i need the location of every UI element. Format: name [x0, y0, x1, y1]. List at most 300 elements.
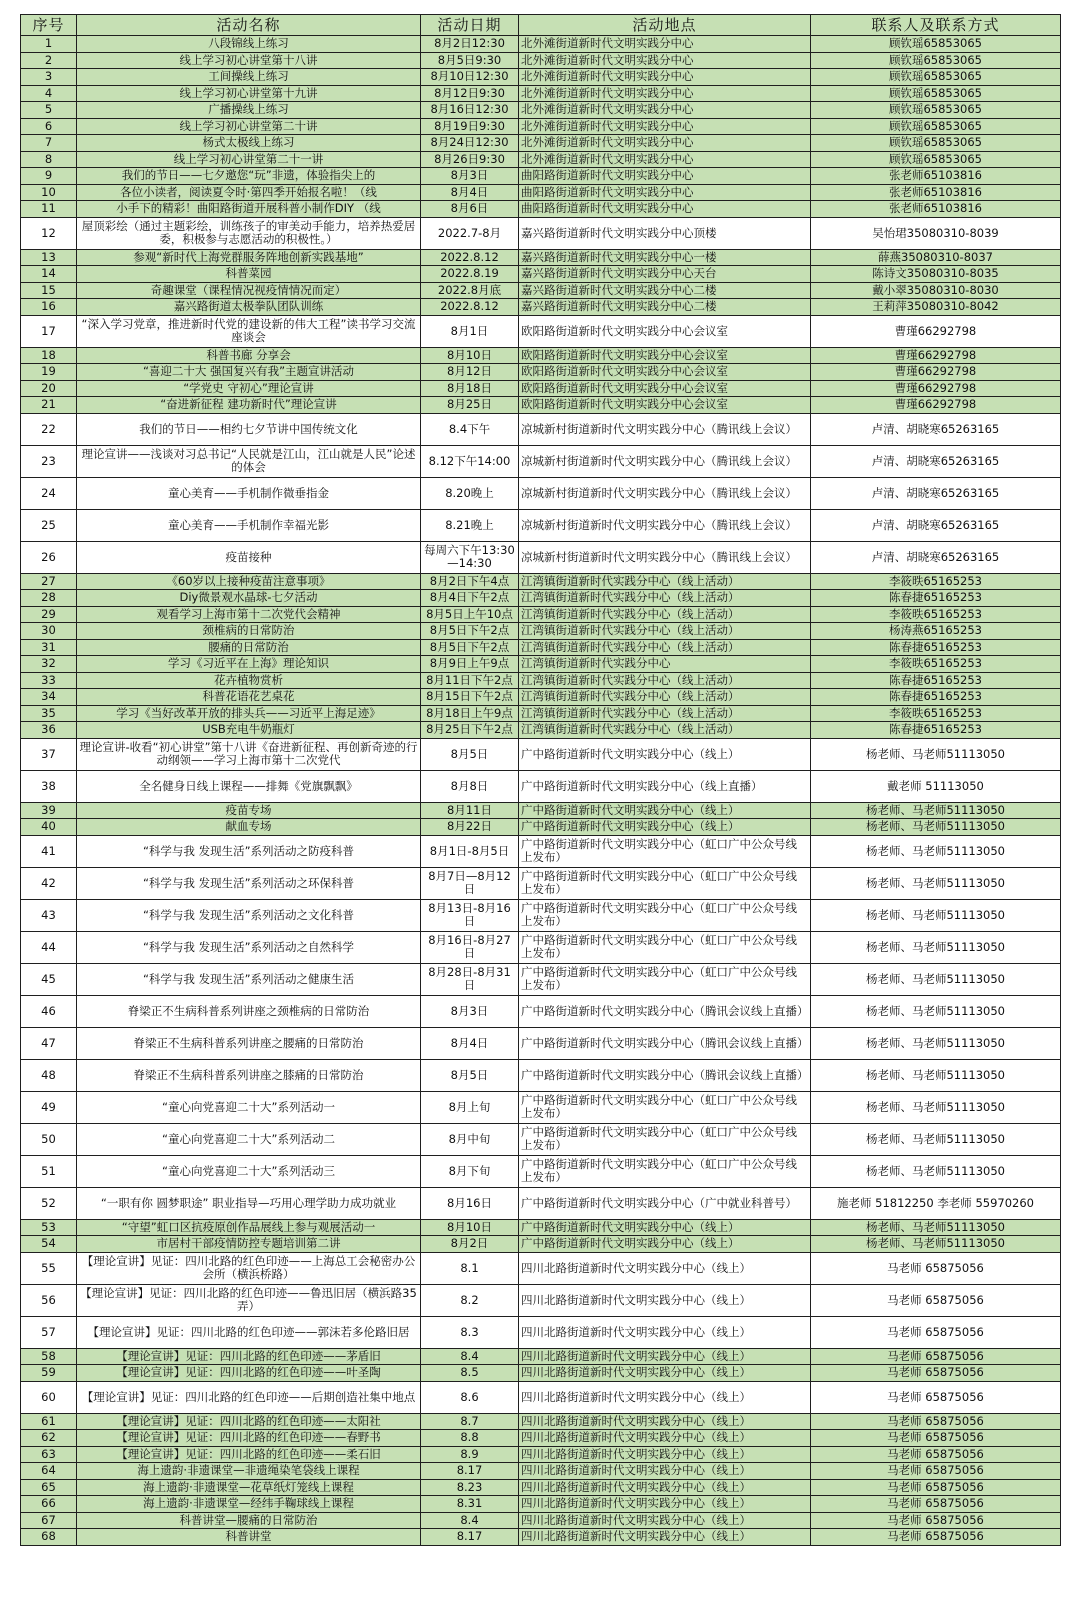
cell-contact: 顾钦瑶65853065: [811, 151, 1061, 168]
cell-date: 8月10日12:30: [421, 69, 519, 86]
cell-date: 8月4日: [421, 1027, 519, 1059]
cell-activity-name: “守望”虹口区抗疫原创作品展线上参与观展活动一: [77, 1219, 421, 1236]
cell-activity-name: 学习《当好改革开放的排头兵——习近平上海足迹》: [77, 705, 421, 722]
cell-location: 广中路街道新时代文明实践分中心（线上）: [519, 819, 811, 836]
cell-activity-name: 科普书廊 分享会: [77, 347, 421, 364]
cell-date: 8.5: [421, 1365, 519, 1382]
table-row: [21, 995, 1061, 1027]
table-row: [21, 899, 1061, 931]
table-row: [21, 102, 1061, 119]
table-row: [21, 168, 1061, 185]
cell-no: 8: [21, 151, 77, 168]
cell-location: 广中路街道新时代文明实践分中心（虹口广中公众号线上发布）: [519, 1155, 811, 1187]
cell-no: 1: [21, 36, 77, 53]
cell-date: 8.31: [421, 1496, 519, 1513]
cell-no: 53: [21, 1219, 77, 1236]
cell-no: 45: [21, 963, 77, 995]
cell-date: 8月8日: [421, 770, 519, 802]
cell-no: 59: [21, 1365, 77, 1382]
cell-contact: 李筱昳65165253: [811, 606, 1061, 623]
cell-date: 8月1日-8月5日: [421, 835, 519, 867]
cell-date: 8.9: [421, 1446, 519, 1463]
cell-location: 广中路街道新时代文明实践分中心（腾讯会议线上直播）: [519, 1027, 811, 1059]
cell-no: 64: [21, 1463, 77, 1480]
cell-no: 40: [21, 819, 77, 836]
cell-no: 38: [21, 770, 77, 802]
cell-date: 8月16日-8月27日: [421, 931, 519, 963]
cell-location: 江湾镇街道新时代实践分中心（线上活动）: [519, 590, 811, 607]
cell-contact: 顾钦瑶65853065: [811, 36, 1061, 53]
cell-activity-name: 【理论宣讲】见证：四川北路的红色印迹——太阳社: [77, 1413, 421, 1430]
cell-contact: 卢清、胡晓寒65263165: [811, 541, 1061, 573]
cell-no: 54: [21, 1236, 77, 1253]
cell-activity-name: 脊梁正不生病科普系列讲座之膝痛的日常防治: [77, 1059, 421, 1091]
cell-contact: 曹瑾66292798: [811, 347, 1061, 364]
cell-no: 51: [21, 1155, 77, 1187]
cell-contact: 杨涛燕65165253: [811, 623, 1061, 640]
cell-location: 广中路街道新时代文明实践分中心（腾讯会议线上直播）: [519, 1059, 811, 1091]
table-row: [21, 1284, 1061, 1316]
cell-location: 凉城新村街道新时代文明实践分中心（腾讯线上会议）: [519, 541, 811, 573]
table-row: [21, 1365, 1061, 1382]
cell-contact: 曹瑾66292798: [811, 315, 1061, 347]
cell-date: 8月12日9:30: [421, 85, 519, 102]
cell-contact: 杨老师、马老师51113050: [811, 995, 1061, 1027]
cell-activity-name: 市居村干部疫情防控专题培训第二讲: [77, 1236, 421, 1253]
table-row: [21, 1479, 1061, 1496]
cell-contact: 曹瑾66292798: [811, 397, 1061, 414]
cell-activity-name: 观看学习上海市第十二次党代会精神: [77, 606, 421, 623]
cell-activity-name: 八段锦线上练习: [77, 36, 421, 53]
table-row: [21, 835, 1061, 867]
cell-date: 8.12下午14:00: [421, 445, 519, 477]
cell-no: 48: [21, 1059, 77, 1091]
cell-no: 33: [21, 672, 77, 689]
cell-date: 8月13日-8月16日: [421, 899, 519, 931]
cell-no: 65: [21, 1479, 77, 1496]
cell-activity-name: “童心向党喜迎二十大”系列活动三: [77, 1155, 421, 1187]
cell-contact: 杨老师、马老师51113050: [811, 819, 1061, 836]
cell-contact: 杨老师、马老师51113050: [811, 835, 1061, 867]
cell-activity-name: “科学与我 发现生活”系列活动之自然科学: [77, 931, 421, 963]
cell-activity-name: 杨式太极线上练习: [77, 135, 421, 152]
cell-no: 15: [21, 282, 77, 299]
cell-activity-name: 参观“新时代上海党群服务阵地创新实践基地”: [77, 249, 421, 266]
cell-location: 北外滩街道新时代文明实践分中心: [519, 36, 811, 53]
table-row: [21, 397, 1061, 414]
table-row: [21, 69, 1061, 86]
cell-no: 46: [21, 995, 77, 1027]
cell-contact: 杨老师、马老师51113050: [811, 802, 1061, 819]
table-row: [21, 1155, 1061, 1187]
table-row: [21, 1496, 1061, 1513]
cell-no: 17: [21, 315, 77, 347]
cell-no: 56: [21, 1284, 77, 1316]
cell-location: 四川北路街道新时代文明实践分中心（线上）: [519, 1348, 811, 1365]
cell-date: 2022.8.12: [421, 249, 519, 266]
cell-no: 67: [21, 1512, 77, 1529]
cell-contact: 王莉萍35080310-8042: [811, 299, 1061, 316]
cell-contact: 马老师 65875056: [811, 1381, 1061, 1413]
cell-no: 42: [21, 867, 77, 899]
activity-table: [20, 14, 1061, 1546]
cell-activity-name: 海上遗韵·非遗课堂—花草纸灯笼线上课程: [77, 1479, 421, 1496]
table-row: [21, 1348, 1061, 1365]
cell-contact: 杨老师、马老师51113050: [811, 1091, 1061, 1123]
cell-contact: 杨老师、马老师51113050: [811, 1219, 1061, 1236]
cell-location: 四川北路街道新时代文明实践分中心（线上）: [519, 1463, 811, 1480]
cell-location: 江湾镇街道新时代实践分中心（线上活动）: [519, 639, 811, 656]
cell-activity-name: 献血专场: [77, 819, 421, 836]
cell-location: 广中路街道新时代文明实践分中心（线上）: [519, 802, 811, 819]
cell-no: 9: [21, 168, 77, 185]
cell-activity-name: “科学与我 发现生活”系列活动之环保科普: [77, 867, 421, 899]
cell-contact: 马老师 65875056: [811, 1446, 1061, 1463]
cell-date: 8月7日—8月12日: [421, 867, 519, 899]
cell-location: 四川北路街道新时代文明实践分中心（线上）: [519, 1365, 811, 1382]
cell-location: 欧阳路街道新时代文明实践分中心会议室: [519, 380, 811, 397]
cell-contact: 杨老师、马老师51113050: [811, 1236, 1061, 1253]
cell-contact: 李筱昳65165253: [811, 705, 1061, 722]
cell-date: 8月1日: [421, 315, 519, 347]
cell-location: 嘉兴路街道新时代文明实践分中心天台: [519, 266, 811, 283]
cell-activity-name: USB充电牛奶瓶灯: [77, 722, 421, 739]
table-row: [21, 85, 1061, 102]
cell-contact: 马老师 65875056: [811, 1512, 1061, 1529]
table-row: [21, 1512, 1061, 1529]
cell-no: 16: [21, 299, 77, 316]
table-row: [21, 1430, 1061, 1447]
cell-location: 嘉兴路街道新时代文明实践分中心一楼: [519, 249, 811, 266]
cell-activity-name: 花卉植物赏析: [77, 672, 421, 689]
cell-date: 8月3日: [421, 995, 519, 1027]
cell-contact: 顾钦瑶65853065: [811, 135, 1061, 152]
table-row: [21, 135, 1061, 152]
table-row: [21, 867, 1061, 899]
table-row: [21, 1316, 1061, 1348]
cell-date: 8月6日: [421, 201, 519, 218]
cell-no: 26: [21, 541, 77, 573]
cell-date: 8月10日: [421, 1219, 519, 1236]
cell-contact: 施老师 51812250 李老师 55970260: [811, 1187, 1061, 1219]
cell-location: 四川北路街道新时代文明实践分中心（线上）: [519, 1430, 811, 1447]
cell-contact: 李筱昳65165253: [811, 573, 1061, 590]
table-row: [21, 1236, 1061, 1253]
cell-no: 34: [21, 689, 77, 706]
cell-date: 8月4日: [421, 184, 519, 201]
cell-no: 18: [21, 347, 77, 364]
cell-contact: 杨老师、马老师51113050: [811, 867, 1061, 899]
cell-date: 8月18日: [421, 380, 519, 397]
cell-activity-name: “学党史 守初心”理论宣讲: [77, 380, 421, 397]
table-row: [21, 445, 1061, 477]
activity-table-container: [20, 14, 1060, 1546]
cell-location: 四川北路街道新时代文明实践分中心（线上）: [519, 1529, 811, 1546]
table-row: [21, 347, 1061, 364]
header-location: 活动地点: [519, 15, 811, 36]
cell-activity-name: 线上学习初心讲堂第二十讲: [77, 118, 421, 135]
cell-date: 8月2日12:30: [421, 36, 519, 53]
cell-activity-name: 理论宣讲-收看“初心讲堂”第十八讲《奋进新征程、再创新奇迹的行动纲领——学习上海市第十二次党代: [77, 738, 421, 770]
table-row: [21, 1446, 1061, 1463]
table-row: [21, 380, 1061, 397]
cell-date: 8月上旬: [421, 1091, 519, 1123]
cell-no: 6: [21, 118, 77, 135]
table-row: [21, 266, 1061, 283]
cell-date: 8月2日: [421, 1236, 519, 1253]
cell-date: 8月下旬: [421, 1155, 519, 1187]
cell-location: 四川北路街道新时代文明实践分中心（线上）: [519, 1512, 811, 1529]
cell-date: 8月25日下午2点: [421, 722, 519, 739]
cell-location: 嘉兴路街道新时代文明实践分中心二楼: [519, 282, 811, 299]
cell-no: 11: [21, 201, 77, 218]
cell-activity-name: 童心美育——手机制作幸福光影: [77, 509, 421, 541]
cell-contact: 卢清、胡晓寒65263165: [811, 445, 1061, 477]
cell-activity-name: 理论宣讲——浅谈对习总书记“人民就是江山，江山就是人民”论述的体会: [77, 445, 421, 477]
header-no: 序号: [21, 15, 77, 36]
cell-no: 49: [21, 1091, 77, 1123]
cell-date: 8.4: [421, 1512, 519, 1529]
cell-date: 8.4: [421, 1348, 519, 1365]
cell-location: 曲阳路街道新时代文明实践分中心: [519, 184, 811, 201]
cell-contact: 马老师 65875056: [811, 1252, 1061, 1284]
cell-activity-name: 童心美育——手机制作微垂指金: [77, 477, 421, 509]
cell-no: 29: [21, 606, 77, 623]
cell-location: 四川北路街道新时代文明实践分中心（线上）: [519, 1479, 811, 1496]
table-row: [21, 963, 1061, 995]
cell-no: 58: [21, 1348, 77, 1365]
cell-location: 江湾镇街道新时代实践分中心（线上活动）: [519, 623, 811, 640]
cell-contact: 马老师 65875056: [811, 1430, 1061, 1447]
table-row: [21, 249, 1061, 266]
cell-no: 63: [21, 1446, 77, 1463]
cell-activity-name: 屋顶彩绘（通过主题彩绘，训练孩子的审美动手能力，培养热爱居委，积极参与志愿活动的积极性。）: [77, 217, 421, 249]
cell-location: 江湾镇街道新时代实践分中心（线上活动）: [519, 672, 811, 689]
cell-activity-name: 小手下的精彩！曲阳路街道开展科普小制作DIY （线: [77, 201, 421, 218]
cell-activity-name: 脊梁正不生病科普系列讲座之腰痛的日常防治: [77, 1027, 421, 1059]
cell-activity-name: 颈椎病的日常防治: [77, 623, 421, 640]
cell-no: 2: [21, 52, 77, 69]
cell-no: 21: [21, 397, 77, 414]
cell-contact: 陈春捷65165253: [811, 639, 1061, 656]
cell-date: 2022.8.12: [421, 299, 519, 316]
cell-date: 8月28日-8月31日: [421, 963, 519, 995]
table-row: [21, 819, 1061, 836]
cell-location: 广中路街道新时代文明实践分中心（线上）: [519, 738, 811, 770]
cell-no: 24: [21, 477, 77, 509]
cell-location: 北外滩街道新时代文明实践分中心: [519, 151, 811, 168]
cell-contact: 杨老师、马老师51113050: [811, 1059, 1061, 1091]
cell-activity-name: “一职有你 圆梦职途” 职业指导—巧用心理学助力成功就业: [77, 1187, 421, 1219]
table-row: [21, 1027, 1061, 1059]
table-row: [21, 1219, 1061, 1236]
cell-location: 四川北路街道新时代文明实践分中心（线上）: [519, 1381, 811, 1413]
cell-location: 江湾镇街道新时代实践分中心: [519, 656, 811, 673]
cell-date: 8月25日: [421, 397, 519, 414]
cell-date: 8月5日上午10点: [421, 606, 519, 623]
cell-activity-name: 疫苗专场: [77, 802, 421, 819]
cell-date: 8.23: [421, 1479, 519, 1496]
cell-contact: 杨老师、马老师51113050: [811, 738, 1061, 770]
cell-contact: 卢清、胡晓寒65263165: [811, 477, 1061, 509]
cell-contact: 马老师 65875056: [811, 1529, 1061, 1546]
cell-date: 8.21晚上: [421, 509, 519, 541]
table-header-row: [21, 15, 1061, 36]
cell-activity-name: 嘉兴路街道太极拳队团队训练: [77, 299, 421, 316]
cell-activity-name: 各位小读者，阅读夏令时·第四季开始报名啦！（线: [77, 184, 421, 201]
cell-no: 32: [21, 656, 77, 673]
table-row: [21, 217, 1061, 249]
cell-activity-name: 科普花语花艺桌花: [77, 689, 421, 706]
cell-activity-name: 腰痛的日常防治: [77, 639, 421, 656]
cell-activity-name: 学习《习近平在上海》理论知识: [77, 656, 421, 673]
cell-contact: 杨老师、马老师51113050: [811, 963, 1061, 995]
table-row: [21, 672, 1061, 689]
cell-activity-name: 全名健身日线上课程——排舞《党旗飘飘》: [77, 770, 421, 802]
cell-date: 8月22日: [421, 819, 519, 836]
table-row: [21, 770, 1061, 802]
cell-activity-name: 海上遗韵·非遗课堂—非遗绳染笔袋线上课程: [77, 1463, 421, 1480]
cell-location: 广中路街道新时代文明实践分中心（腾讯会议线上直播）: [519, 995, 811, 1027]
cell-no: 23: [21, 445, 77, 477]
table-row: [21, 689, 1061, 706]
cell-location: 曲阳路街道新时代文明实践分中心: [519, 168, 811, 185]
cell-contact: 张老师65103816: [811, 184, 1061, 201]
cell-date: 8.1: [421, 1252, 519, 1284]
cell-activity-name: 疫苗接种: [77, 541, 421, 573]
cell-no: 37: [21, 738, 77, 770]
table-body: [21, 36, 1061, 1546]
cell-location: 凉城新村街道新时代文明实践分中心（腾讯线上会议）: [519, 477, 811, 509]
cell-location: 江湾镇街道新时代实践分中心（线上活动）: [519, 722, 811, 739]
table-row: [21, 639, 1061, 656]
cell-location: 四川北路街道新时代文明实践分中心（线上）: [519, 1252, 811, 1284]
cell-location: 凉城新村街道新时代文明实践分中心（腾讯线上会议）: [519, 445, 811, 477]
cell-date: 8月26日9:30: [421, 151, 519, 168]
cell-contact: 马老师 65875056: [811, 1413, 1061, 1430]
cell-contact: 顾钦瑶65853065: [811, 102, 1061, 119]
cell-no: 68: [21, 1529, 77, 1546]
cell-activity-name: 脊梁正不生病科普系列讲座之颈椎病的日常防治: [77, 995, 421, 1027]
cell-location: 四川北路街道新时代文明实践分中心（线上）: [519, 1413, 811, 1430]
cell-activity-name: 我们的节日——相约七夕节讲中国传统文化: [77, 413, 421, 445]
cell-date: 8月5日下午2点: [421, 623, 519, 640]
cell-contact: 曹瑾66292798: [811, 364, 1061, 381]
cell-date: 8.17: [421, 1463, 519, 1480]
cell-contact: 马老师 65875056: [811, 1463, 1061, 1480]
cell-contact: 戴小翠35080310-8030: [811, 282, 1061, 299]
cell-activity-name: “深入学习党章，推进新时代党的建设新的伟大工程”读书学习交流座谈会: [77, 315, 421, 347]
table-row: [21, 541, 1061, 573]
cell-location: 广中路街道新时代文明实践分中心（广中就业科普号）: [519, 1187, 811, 1219]
table-row: [21, 52, 1061, 69]
cell-location: 四川北路街道新时代文明实践分中心（线上）: [519, 1316, 811, 1348]
cell-no: 4: [21, 85, 77, 102]
cell-location: 江湾镇街道新时代实践分中心（线上活动）: [519, 606, 811, 623]
table-row: [21, 1413, 1061, 1430]
cell-date: 8.8: [421, 1430, 519, 1447]
cell-date: 8.4下午: [421, 413, 519, 445]
cell-location: 四川北路街道新时代文明实践分中心（线上）: [519, 1284, 811, 1316]
cell-contact: 顾钦瑶65853065: [811, 69, 1061, 86]
cell-location: 广中路街道新时代文明实践分中心（线上）: [519, 1236, 811, 1253]
table-row: [21, 590, 1061, 607]
cell-activity-name: “奋进新征程 建功新时代”理论宣讲: [77, 397, 421, 414]
cell-contact: 戴老师 51113050: [811, 770, 1061, 802]
cell-contact: 张老师65103816: [811, 201, 1061, 218]
cell-location: 广中路街道新时代文明实践分中心（虹口广中公众号线上发布）: [519, 963, 811, 995]
cell-location: 北外滩街道新时代文明实践分中心: [519, 52, 811, 69]
cell-date: 8月15日下午2点: [421, 689, 519, 706]
cell-date: 8.2: [421, 1284, 519, 1316]
cell-location: 嘉兴路街道新时代文明实践分中心二楼: [519, 299, 811, 316]
cell-activity-name: 【理论宣讲】见证：四川北路的红色印迹——后期创造社集中地点: [77, 1381, 421, 1413]
cell-date: 8月24日12:30: [421, 135, 519, 152]
cell-date: 8月2日下午4点: [421, 573, 519, 590]
cell-no: 57: [21, 1316, 77, 1348]
table-row: [21, 656, 1061, 673]
cell-contact: 马老师 65875056: [811, 1496, 1061, 1513]
cell-no: 14: [21, 266, 77, 283]
cell-location: 广中路街道新时代文明实践分中心（虹口广中公众号线上发布）: [519, 1123, 811, 1155]
cell-location: 广中路街道新时代文明实践分中心（线上）: [519, 1219, 811, 1236]
cell-contact: 卢清、胡晓寒65263165: [811, 509, 1061, 541]
cell-activity-name: 【理论宣讲】见证：四川北路的红色印迹——郭沫若多伦路旧居: [77, 1316, 421, 1348]
cell-location: 嘉兴路街道新时代文明实践分中心顶楼: [519, 217, 811, 249]
cell-no: 25: [21, 509, 77, 541]
table-row: [21, 299, 1061, 316]
cell-location: 北外滩街道新时代文明实践分中心: [519, 135, 811, 152]
table-row: [21, 1252, 1061, 1284]
cell-activity-name: “科学与我 发现生活”系列活动之文化科普: [77, 899, 421, 931]
cell-location: 四川北路街道新时代文明实践分中心（线上）: [519, 1496, 811, 1513]
cell-activity-name: 【理论宣讲】见证：四川北路的红色印迹——叶圣陶: [77, 1365, 421, 1382]
cell-activity-name: 线上学习初心讲堂第十八讲: [77, 52, 421, 69]
table-row: [21, 738, 1061, 770]
cell-no: 66: [21, 1496, 77, 1513]
cell-contact: 陈春捷65165253: [811, 590, 1061, 607]
table-row: [21, 36, 1061, 53]
cell-contact: 杨老师、马老师51113050: [811, 1027, 1061, 1059]
cell-contact: 陈春捷65165253: [811, 722, 1061, 739]
cell-date: 8.20晚上: [421, 477, 519, 509]
cell-date: 2022.7-8月: [421, 217, 519, 249]
cell-contact: 马老师 65875056: [811, 1479, 1061, 1496]
table-row: [21, 184, 1061, 201]
cell-contact: 顾钦瑶65853065: [811, 85, 1061, 102]
cell-contact: 马老师 65875056: [811, 1365, 1061, 1382]
cell-no: 19: [21, 364, 77, 381]
table-row: [21, 118, 1061, 135]
cell-location: 凉城新村街道新时代文明实践分中心（腾讯线上会议）: [519, 509, 811, 541]
cell-no: 7: [21, 135, 77, 152]
table-row: [21, 1187, 1061, 1219]
cell-activity-name: 【理论宣讲】见证：四川北路的红色印迹——柔石旧: [77, 1446, 421, 1463]
cell-no: 43: [21, 899, 77, 931]
cell-no: 36: [21, 722, 77, 739]
cell-no: 47: [21, 1027, 77, 1059]
cell-no: 39: [21, 802, 77, 819]
cell-date: 2022.8月底: [421, 282, 519, 299]
cell-date: 8月5日下午2点: [421, 639, 519, 656]
table-row: [21, 722, 1061, 739]
cell-location: 江湾镇街道新时代实践分中心（线上活动）: [519, 689, 811, 706]
cell-location: 北外滩街道新时代文明实践分中心: [519, 85, 811, 102]
cell-activity-name: “童心向党喜迎二十大”系列活动一: [77, 1091, 421, 1123]
cell-activity-name: “童心向党喜迎二十大”系列活动二: [77, 1123, 421, 1155]
cell-activity-name: 【理论宣讲】见证：四川北路的红色印迹——上海总工会秘密办公会所（横浜桥路）: [77, 1252, 421, 1284]
cell-no: 41: [21, 835, 77, 867]
